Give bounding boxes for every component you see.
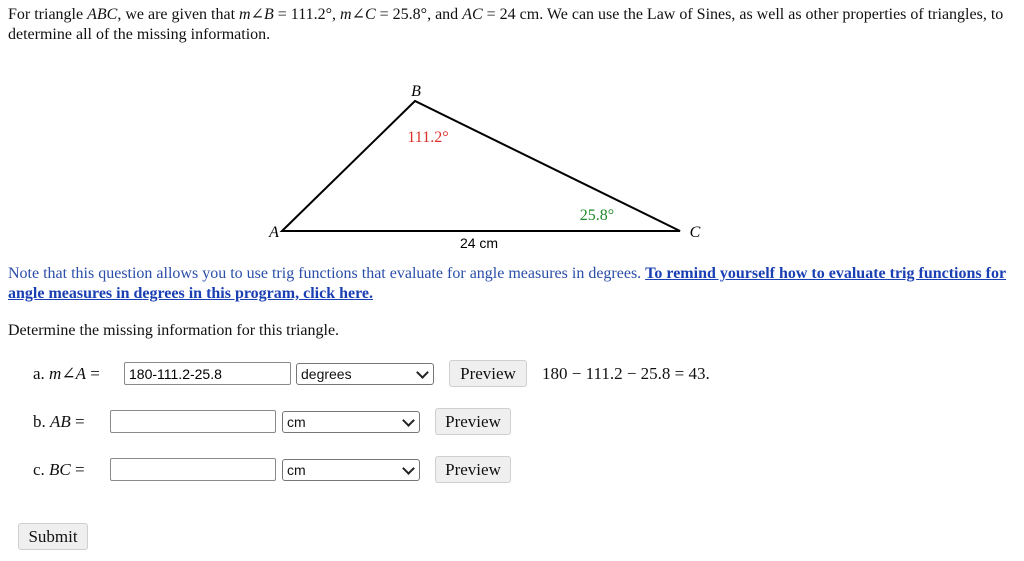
triangle-shape bbox=[282, 101, 680, 231]
vertex-c-label: C bbox=[689, 224, 701, 241]
trig-note bbox=[8, 264, 1008, 304]
chevron-down-icon bbox=[416, 366, 429, 379]
row-c-label bbox=[33, 460, 89, 480]
row-b-label bbox=[33, 412, 89, 432]
bc-input[interactable] bbox=[110, 458, 276, 481]
submit-button[interactable]: Submit bbox=[18, 523, 88, 550]
vertex-a-label: A bbox=[269, 224, 279, 241]
unit-select-value: cm bbox=[287, 462, 306, 478]
side-ac-label: 24 cm bbox=[459, 235, 499, 250]
row-eq: = bbox=[70, 412, 89, 431]
triangle-diagram bbox=[0, 78, 760, 250]
chevron-down-icon bbox=[402, 462, 415, 475]
angle-b-label: 111.2° bbox=[407, 129, 449, 146]
row-a-label bbox=[33, 364, 104, 384]
help-link[interactable]: To remind yourself how to evaluate trig functions for angle measures in degrees in this program, click here. bbox=[8, 265, 1007, 302]
preview-button-c[interactable]: Preview bbox=[435, 456, 511, 483]
row-math: BC bbox=[49, 460, 71, 479]
note-text: Note that this question allows you to use trig functions that evaluate for angle measures in degrees. bbox=[8, 265, 646, 282]
unit-select-value: cm bbox=[287, 414, 306, 430]
row-math: AB bbox=[50, 412, 71, 431]
intro-math: AC bbox=[462, 6, 483, 23]
intro-text: = 24 cm. We can use the Law of Sines, as well as other properties of triangles, to determine all of the missing information. bbox=[8, 6, 1004, 43]
intro-text: For triangle bbox=[8, 6, 88, 23]
problem-statement bbox=[8, 5, 1013, 45]
row-prefix: a. bbox=[33, 364, 50, 383]
intro-text: , we are given that bbox=[117, 6, 240, 23]
row-math: m∠A bbox=[49, 364, 86, 383]
row-prefix: c. bbox=[33, 460, 50, 479]
instruction-text: Determine the missing information for this triangle. bbox=[8, 322, 340, 339]
row-eq: = bbox=[85, 364, 105, 383]
row-prefix: b. bbox=[33, 412, 50, 431]
chevron-down-icon bbox=[402, 414, 415, 427]
angle-c-label: 25.8° bbox=[579, 207, 615, 224]
angle-a-input[interactable] bbox=[124, 362, 291, 385]
ab-input[interactable] bbox=[110, 410, 276, 433]
preview-button-a[interactable]: Preview bbox=[449, 360, 527, 387]
unit-select-value: degrees bbox=[301, 366, 352, 382]
row-eq: = bbox=[70, 460, 89, 479]
intro-math: m∠B bbox=[239, 6, 274, 23]
intro-text: = 111.2°, bbox=[273, 6, 341, 23]
unit-select-a[interactable] bbox=[296, 363, 434, 385]
unit-select-b[interactable] bbox=[282, 411, 420, 433]
preview-button-b[interactable]: Preview bbox=[435, 408, 511, 435]
unit-select-c[interactable] bbox=[282, 459, 420, 481]
vertex-b-label: B bbox=[411, 83, 421, 100]
intro-math: m∠C bbox=[340, 6, 376, 23]
intro-math: ABC bbox=[87, 6, 118, 23]
intro-text: = 25.8°, and bbox=[375, 6, 463, 23]
preview-result-a: 180 − 111.2 − 25.8 = 43. bbox=[542, 364, 710, 383]
